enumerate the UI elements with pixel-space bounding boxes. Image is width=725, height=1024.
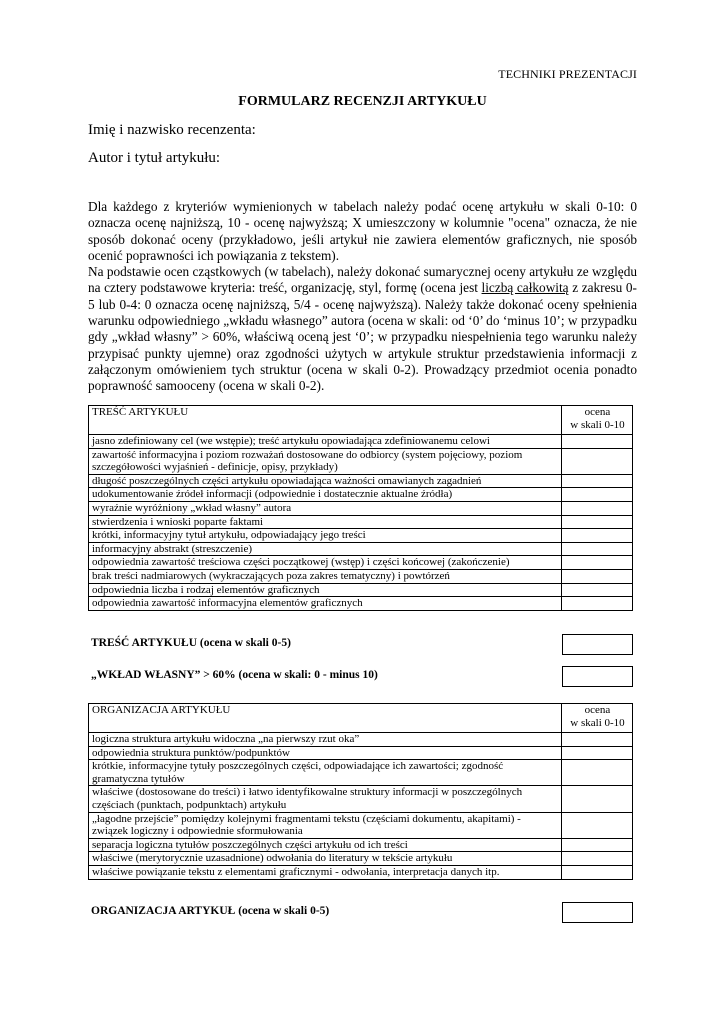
table-row bbox=[89, 865, 633, 879]
instructions-paragraph-2: Na podstawie ocen cząstkowych (w tabelach), należy dokonać sumarycznej oceny artykułu ze względu na cztery podstawowe kryteria: treść, organizację, styl, formę (ocena jest liczbą całkowitą z zakresu 0-5 lub 0-4: 0 oznacza ocenę najniższą, 5/4 - ocenę najwyższą). Należy także dokonać oceny spełnienia warunku odpowiedniego „wkładu własnego” autora (ocena w skali: od ‘0’ do ‘minus 10’; w przypadku gdy „wkład własny” > 60%, właściwą oceną jest ‘0’; w przypadku niespełnienia tego warunku należy przypisać punkty ujemne) oraz zgodności użytych w artykule struktur przedstawienia informacji z załączonym omówieniem tych struktur (ocena w skali 0-2). Prowadzący przedmiot ocenia ponadto poprawność samooceny (ocena w skali 0-2). bbox=[88, 264, 638, 394]
table-header-organization: ORGANIZACJA ARTYKUŁU bbox=[89, 704, 562, 733]
table-row bbox=[89, 583, 633, 597]
criterion-label: separacja logiczna tytułów poszczególnych części artykułu od ich treści bbox=[89, 838, 562, 852]
table-row bbox=[89, 838, 633, 852]
instructions-paragraph-1: Dla każdego z kryteriów wymienionych w tabelach należy podać ocenę artykułu w skali 0-10: 0 oznacza ocenę najniższą, 10 - ocenę najwyższą; X umieszczony w kolumnie "ocena" oznacza, że nie sposób dokonać oceny (przykładowo, jeśli artykuł nie zawiera elementów graficznych, nie sposób ocenić poprawności ich powiązania z tekstem). bbox=[88, 199, 637, 263]
table-row bbox=[89, 448, 633, 474]
table-row bbox=[89, 597, 633, 611]
author-title-field: Autor i tytuł artykułu: bbox=[88, 150, 221, 166]
course-header: TECHNIKI PREZENTACJI bbox=[498, 67, 637, 81]
own-contribution-score-box[interactable] bbox=[562, 666, 633, 687]
table-row bbox=[89, 733, 633, 747]
score-cell[interactable] bbox=[562, 786, 633, 812]
score-cell[interactable] bbox=[562, 435, 633, 449]
content-summary-label: TREŚĆ ARTYKUŁU (ocena w skali 0-5) bbox=[91, 637, 291, 649]
criterion-label: właściwe powiązanie tekstu z elementami graficznymi - odwołania, interpretacja danych itp. bbox=[89, 865, 562, 879]
table-row bbox=[89, 435, 633, 449]
integer-emphasis: liczbą całkowitą bbox=[481, 280, 569, 296]
table-row bbox=[89, 515, 633, 529]
score-cell[interactable] bbox=[562, 746, 633, 760]
table-row bbox=[89, 474, 633, 488]
score-cell[interactable] bbox=[562, 542, 633, 556]
score-cell[interactable] bbox=[562, 597, 633, 611]
score-cell[interactable] bbox=[562, 501, 633, 515]
score-cell[interactable] bbox=[562, 812, 633, 838]
table-row bbox=[89, 760, 633, 786]
table-row bbox=[89, 529, 633, 543]
score-cell[interactable] bbox=[562, 865, 633, 879]
content-summary-score-box[interactable] bbox=[562, 634, 633, 655]
criterion-label: długość poszczególnych części artykułu opowiadająca ważności omawianych zagadnień bbox=[89, 474, 562, 488]
score-cell[interactable] bbox=[562, 852, 633, 866]
criterion-label: zawartość informacyjna i poziom rozważań dostosowane do odbiorcy (system pojęciowy, poziom szczegółowości wyjaśnień - definicje, opisy, przykłady) bbox=[89, 448, 562, 474]
criterion-label: odpowiednia struktura punktów/podpunktów bbox=[89, 746, 562, 760]
instructions bbox=[88, 199, 637, 395]
criterion-label: stwierdzenia i wnioski poparte faktami bbox=[89, 515, 562, 529]
criterion-label: właściwe (merytorycznie uzasadnione) odwołania do literatury w tekście artykułu bbox=[89, 852, 562, 866]
criterion-label: odpowiednia zawartość treściowa części początkowej (wstęp) i części końcowej (zakończenie) bbox=[89, 556, 562, 570]
organization-criteria-table bbox=[88, 703, 633, 880]
score-cell[interactable] bbox=[562, 569, 633, 583]
criterion-label: właściwe (dostosowane do treści) i łatwo identyfikowalne struktury informacji w poszczególnych częściach (punktach, podpunktach) artykułu bbox=[89, 786, 562, 812]
organization-summary-score-box[interactable] bbox=[562, 902, 633, 923]
criterion-label: odpowiednia zawartość informacyjna elementów graficznych bbox=[89, 597, 562, 611]
table-row bbox=[89, 786, 633, 812]
score-cell[interactable] bbox=[562, 838, 633, 852]
table-row bbox=[89, 852, 633, 866]
criterion-label: krótkie, informacyjne tytuły poszczególnych części, odpowiadające ich zawartości; zgodność gramatyczna tytułów bbox=[89, 760, 562, 786]
criterion-label: brak treści nadmiarowych (wykraczających poza zakres tematyczny) i powtórzeń bbox=[89, 569, 562, 583]
table-row bbox=[89, 812, 633, 838]
score-cell[interactable] bbox=[562, 556, 633, 570]
criterion-label: jasno zdefiniowany cel (we wstępie); treść artykułu opowiadająca zdefiniowanemu celowi bbox=[89, 435, 562, 449]
criterion-label: informacyjny abstrakt (streszczenie) bbox=[89, 542, 562, 556]
table-row bbox=[89, 542, 633, 556]
table-row bbox=[89, 556, 633, 570]
table-row bbox=[89, 501, 633, 515]
table-header-content: TREŚĆ ARTYKUŁU bbox=[89, 406, 562, 435]
score-cell[interactable] bbox=[562, 448, 633, 474]
table-row bbox=[89, 488, 633, 502]
criterion-label: wyraźnie wyróżniony „wkład własny” autora bbox=[89, 501, 562, 515]
reviewer-name-field: Imię i nazwisko recenzenta: bbox=[88, 122, 256, 138]
table-row bbox=[89, 569, 633, 583]
score-cell[interactable] bbox=[562, 488, 633, 502]
score-header: ocena w skali 0-10 bbox=[562, 704, 633, 733]
criterion-label: odpowiednia liczba i rodzaj elementów graficznych bbox=[89, 583, 562, 597]
criterion-label: udokumentowanie źródeł informacji (odpowiednie i dostatecznie aktualne źródła) bbox=[89, 488, 562, 502]
score-cell[interactable] bbox=[562, 474, 633, 488]
content-criteria-table bbox=[88, 405, 633, 611]
criterion-label: logiczna struktura artykułu widoczna „na pierwszy rzut oka” bbox=[89, 733, 562, 747]
score-cell[interactable] bbox=[562, 515, 633, 529]
criterion-label: krótki, informacyjny tytuł artykułu, odpowiadający jego treści bbox=[89, 529, 562, 543]
score-cell[interactable] bbox=[562, 733, 633, 747]
organization-summary-label: ORGANIZACJA ARTYKUŁ (ocena w skali 0-5) bbox=[91, 905, 330, 917]
score-cell[interactable] bbox=[562, 760, 633, 786]
score-header: ocena w skali 0-10 bbox=[562, 406, 633, 435]
score-cell[interactable] bbox=[562, 529, 633, 543]
criterion-label: „łagodne przejście” pomiędzy kolejnymi fragmentami tekstu (częściami dokumentu, akapitami) - związek logiczny i odpowiednie sformułowania bbox=[89, 812, 562, 838]
own-contribution-label: „WKŁAD WŁASNY” > 60% (ocena w skali: 0 - minus 10) bbox=[91, 669, 378, 681]
table-row bbox=[89, 746, 633, 760]
form-title: FORMULARZ RECENZJI ARTYKUŁU bbox=[238, 94, 487, 109]
score-cell[interactable] bbox=[562, 583, 633, 597]
